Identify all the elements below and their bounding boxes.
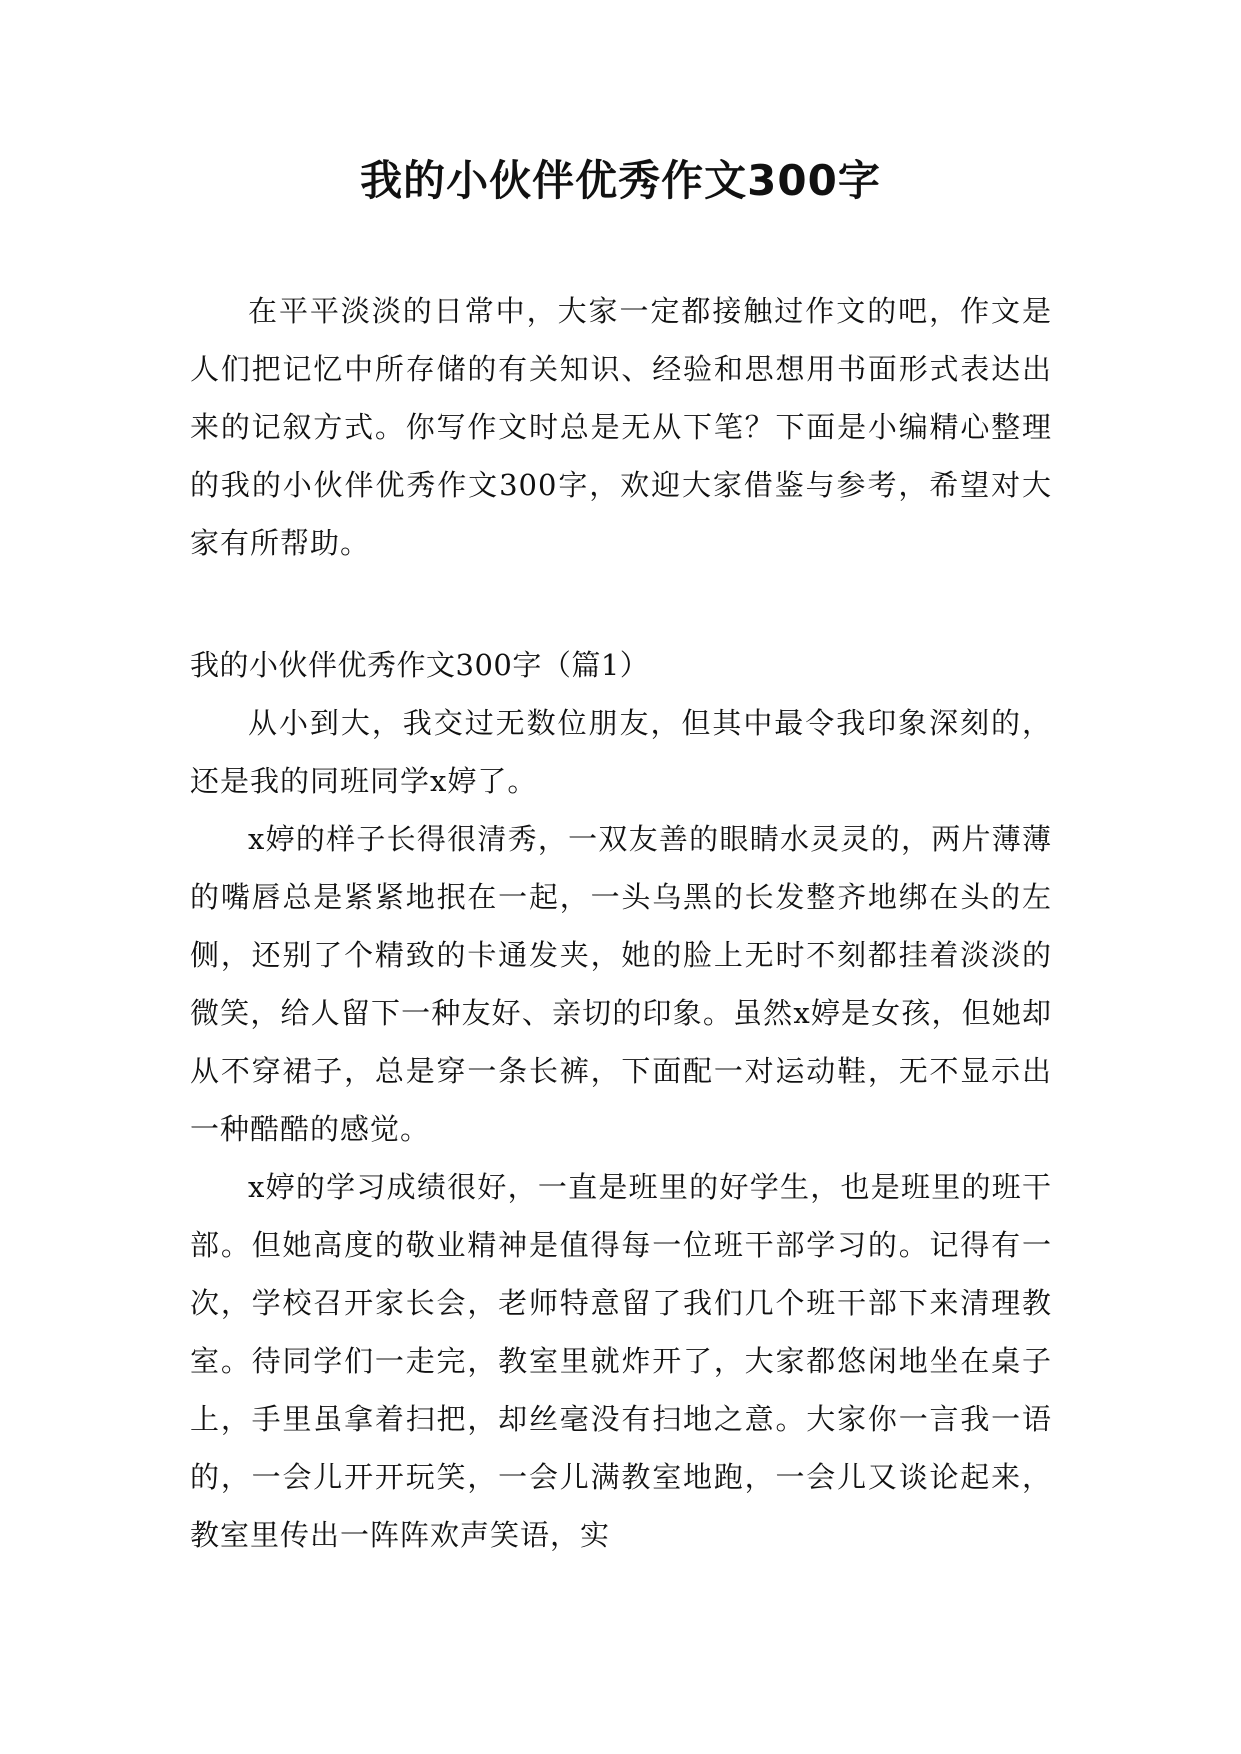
essay-paragraph-1: 从小到大，我交过无数位朋友，但其中最令我印象深刻的，还是我的同班同学x婷了。 <box>190 706 1052 798</box>
essay-paragraph-2: x婷的样子长得很清秀，一双友善的眼睛水灵灵的，两片薄薄的嘴唇总是紧紧地抿在一起，一头乌黑的长发整齐地绑在头的左侧，还别了个精致的卡通发夹，她的脸上无时不刻都挂着淡淡的微笑，给人留下一种友好、亲切的印象。虽然x婷是女孩，但她却从不穿裙子，总是穿一条长裤，下面配一对运动鞋，无不显示出一种酷酷的感觉。 <box>190 822 1052 1146</box>
intro-block <box>190 282 1052 572</box>
essay-block <box>190 636 1052 1564</box>
intro-paragraph: 在平平淡淡的日常中，大家一定都接触过作文的吧，作文是人们把记忆中所存储的有关知识、经验和思想用书面形式表达出来的记叙方式。你写作文时总是无从下笔？下面是小编精心整理的我的小伙伴优秀作文300字，欢迎大家借鉴与参考，希望对大家有所帮助。 <box>190 294 1052 560</box>
document-title: 我的小伙伴优秀作文300字 <box>360 156 881 205</box>
section-heading: 我的小伙伴优秀作文300字（篇1） <box>190 648 650 682</box>
essay-paragraph-3: x婷的学习成绩很好，一直是班里的好学生，也是班里的班干部。但她高度的敬业精神是值得每一位班干部学习的。记得有一次，学校召开家长会，老师特意留了我们几个班干部下来清理教室。待同学们一走完，教室里就炸开了，大家都悠闲地坐在桌子上，手里虽拿着扫把，却丝毫没有扫地之意。大家你一言我一语的，一会儿开开玩笑，一会儿满教室地跑，一会儿又谈论起来，教室里传出一阵阵欢声笑语，实 <box>190 1170 1052 1552</box>
